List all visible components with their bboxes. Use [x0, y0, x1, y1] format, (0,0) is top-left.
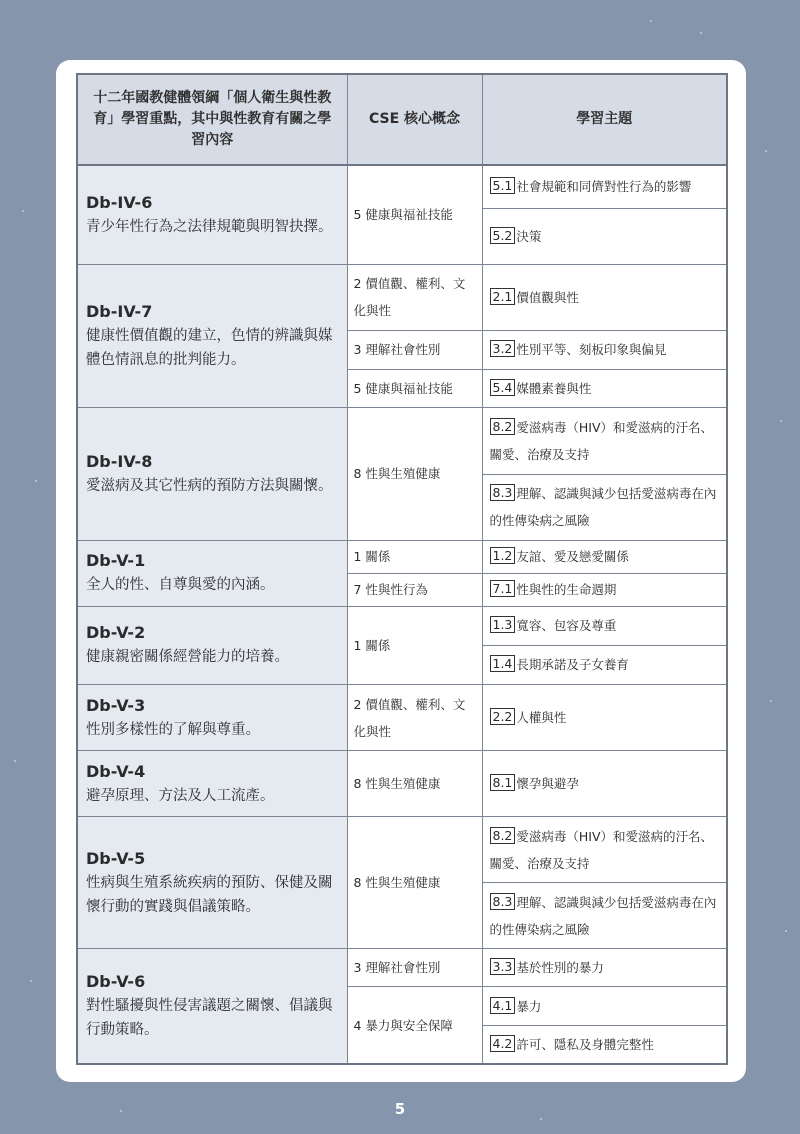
topic-number: 8.2 [490, 827, 516, 844]
learning-point-cell [77, 751, 347, 817]
learning-point-cell [77, 264, 347, 407]
cse-concept: 3 理解社會性別 [347, 949, 482, 987]
cse-concept: 3 理解社會性別 [347, 330, 482, 369]
cse-concept: 8 性與生殖健康 [347, 817, 482, 949]
topic-cell [482, 817, 727, 883]
learning-description: 愛滋病及其它性病的預防方法與關懷。 [86, 477, 333, 494]
learning-description: 健康親密關係經營能力的培養。 [86, 649, 289, 666]
topic-number: 5.1 [490, 177, 516, 194]
topic-number: 8.3 [490, 893, 516, 910]
topic-number: 2.2 [490, 708, 516, 725]
cse-concept: 2 價值觀、權利、文化與性 [347, 684, 482, 750]
topic-text: 價值觀與性 [516, 289, 579, 305]
topic-text: 愛滋病毒（HIV）和愛滋病的汙名、關愛、治療及支持 [489, 419, 714, 462]
topic-cell [482, 1026, 727, 1064]
topic-number: 1.3 [490, 616, 516, 633]
learning-code: Db-IV-8 [86, 451, 153, 471]
cse-concept: 1 關係 [347, 540, 482, 573]
topic-cell [482, 330, 727, 369]
topic-text: 決策 [516, 228, 542, 244]
topic-text: 友誼、愛及戀愛關係 [516, 549, 629, 565]
learning-description: 性別多樣性的了解與尊重。 [86, 721, 260, 738]
page-number: 5 [394, 1100, 406, 1118]
topic-cell [482, 407, 727, 474]
cse-concept: 7 性與性行為 [347, 573, 482, 606]
topic-cell [482, 987, 727, 1026]
learning-description: 性病與生殖系統疾病的預防、保健及關懷行動的實踐與倡議策略。 [86, 874, 333, 915]
table-row [77, 264, 727, 330]
cse-concept: 5 健康與福祉技能 [347, 369, 482, 407]
cse-concept: 5 健康與福祉技能 [347, 165, 482, 264]
header-learning-content: 十二年國教健體領綱「個人衛生與性教育」學習重點，其中與性教育有關之學習內容 [77, 74, 347, 165]
table-row [77, 165, 727, 208]
topic-number: 8.3 [490, 484, 516, 501]
topic-cell [482, 606, 727, 645]
topic-text: 愛滋病毒（HIV）和愛滋病的汙名、關愛、治療及支持 [489, 828, 714, 871]
table-row [77, 540, 727, 573]
topic-cell [482, 949, 727, 987]
learning-point-cell [77, 540, 347, 606]
learning-point-cell [77, 606, 347, 684]
topic-cell [482, 540, 727, 573]
topic-text: 暴力 [516, 998, 542, 1014]
cse-concept: 1 關係 [347, 606, 482, 684]
topic-text: 媒體素養與性 [516, 380, 592, 396]
topic-number: 7.1 [490, 580, 516, 597]
topic-number: 5.2 [490, 227, 516, 244]
learning-description: 避孕原理、方法及人工流產。 [86, 787, 275, 804]
learning-content-table [76, 73, 728, 1065]
topic-text: 許可、隱私及身體完整性 [516, 1037, 654, 1053]
learning-code: Db-V-4 [86, 761, 146, 781]
topic-cell [482, 369, 727, 407]
topic-text: 理解、認識與減少包括愛滋病毒在內的性傳染病之風險 [489, 486, 717, 529]
topic-number: 1.4 [490, 655, 516, 672]
cse-concept: 8 性與生殖健康 [347, 407, 482, 540]
topic-text: 寬容、包容及尊重 [516, 618, 617, 634]
learning-code: Db-IV-7 [86, 301, 153, 321]
learning-description: 全人的性、自尊與愛的內涵。 [86, 577, 275, 594]
cse-concept: 2 價值觀、權利、文化與性 [347, 264, 482, 330]
topic-cell [482, 264, 727, 330]
topic-number: 3.3 [490, 958, 516, 975]
header-cse-concept: CSE 核心概念 [347, 74, 482, 165]
header-learning-topic: 學習主題 [482, 74, 727, 165]
topic-text: 性與性的生命週期 [516, 582, 617, 598]
table-row [77, 407, 727, 474]
learning-point-cell [77, 407, 347, 540]
topic-text: 基於性別的暴力 [516, 960, 604, 976]
topic-cell [482, 474, 727, 540]
table-row [77, 817, 727, 883]
topic-cell [482, 573, 727, 606]
learning-code: Db-V-5 [86, 848, 146, 868]
topic-text: 理解、認識與減少包括愛滋病毒在內的性傳染病之風險 [489, 894, 717, 937]
topic-number: 1.2 [490, 547, 516, 564]
learning-code: Db-V-1 [86, 551, 146, 571]
topic-number: 4.1 [490, 997, 516, 1014]
learning-point-cell [77, 949, 347, 1064]
topic-text: 性別平等、刻板印象與偏見 [516, 342, 667, 358]
topic-cell [482, 165, 727, 208]
learning-point-cell [77, 684, 347, 750]
topic-number: 4.2 [490, 1035, 516, 1052]
topic-text: 長期承諾及子女養育 [516, 657, 629, 673]
topic-number: 8.1 [490, 774, 516, 791]
content-card [56, 60, 746, 1082]
table-row [77, 751, 727, 817]
topic-cell [482, 751, 727, 817]
learning-description: 青少年性行為之法律規範與明智抉擇。 [86, 218, 333, 235]
topic-text: 人權與性 [516, 710, 567, 725]
topic-cell [482, 208, 727, 264]
topic-cell [482, 645, 727, 684]
topic-number: 2.1 [490, 288, 516, 305]
learning-description: 健康性價值觀的建立，色情的辨識與媒體色情訊息的批判能力。 [86, 327, 333, 368]
learning-description: 對性騷擾與性侵害議題之關懷、倡議與行動策略。 [86, 998, 333, 1039]
table-row [77, 606, 727, 645]
topic-number: 3.2 [490, 340, 516, 357]
cse-concept: 8 性與生殖健康 [347, 751, 482, 817]
topic-text: 懷孕與避孕 [516, 776, 579, 792]
learning-code: Db-V-3 [86, 695, 146, 715]
cse-concept: 4 暴力與安全保障 [347, 987, 482, 1064]
learning-code: Db-V-6 [86, 972, 146, 992]
learning-code: Db-V-2 [86, 623, 146, 643]
topic-number: 8.2 [490, 418, 516, 435]
table-row [77, 684, 727, 750]
topic-number: 5.4 [490, 379, 516, 396]
learning-point-cell [77, 165, 347, 264]
topic-text: 社會規範和同儕對性行為的影響 [516, 179, 692, 195]
table-row [77, 949, 727, 987]
learning-code: Db-IV-6 [86, 192, 153, 212]
topic-cell [482, 684, 727, 750]
topic-cell [482, 883, 727, 949]
learning-point-cell [77, 817, 347, 949]
